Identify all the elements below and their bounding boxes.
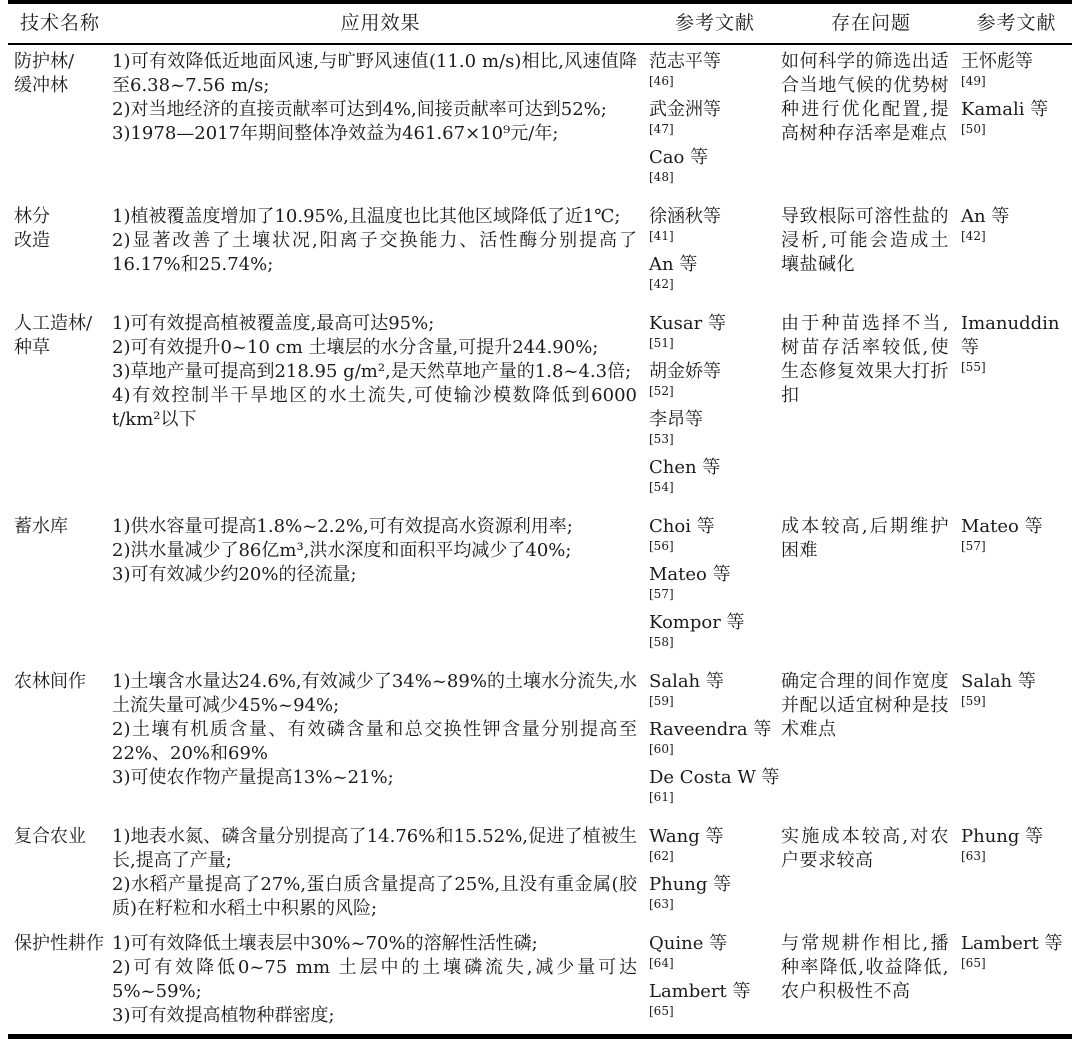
reference-entry [649,146,769,194]
reference-entry [649,456,769,504]
reference-entry [649,873,769,921]
effect-item: 4)有效控制半干旱地区的水土流失,可使输沙模数降低到6000 t/km²以下 [112,385,637,430]
citation-number: [42] [961,229,986,243]
tech-name-cell [8,205,112,301]
table-row [8,510,1072,665]
effects-cell [112,670,649,814]
effect-item: 1)土壤含水量达24.6%,有效减少了34%~89%的土壤水分流失,水土流失量可减少45%~94%; [112,671,637,716]
citation-number: [65] [649,1004,674,1018]
refs-cell [649,205,781,301]
reference-entry [961,825,1070,873]
problem-text: 导致根际可溶性盐的浸析,可能会造成土壤盐碱化 [781,206,949,275]
tech-name-line: 保护性耕作 [14,933,104,954]
reference-author: Cao 等 [649,147,709,168]
citation-number: [50] [961,122,986,136]
table-row [8,820,1072,927]
problem-text: 如何科学的筛选出适合当地气候的优势树种进行优化配置,提高树种存活率是难点 [781,51,949,144]
effect-item: 2)水稻产量提高了27%,蛋白质含量提高了25%,且没有重金属(胶质)在籽粒和水稻土中积累的风险; [112,874,637,919]
citation-number: [65] [961,956,986,970]
reference-author: 武金洲等 [649,99,721,120]
citation-number: [55] [961,360,986,374]
header-application-effects: 应用效果 [340,12,421,34]
tech-name-line: 改造 [14,230,50,251]
refs2-cell [961,670,1072,814]
reference-entry [961,205,1070,253]
reference-author: Choi 等 [649,516,715,537]
effects-cell [112,515,649,659]
reference-author: 李昂等 [649,409,703,430]
problem-text: 成本较高,后期维护困难 [781,516,949,561]
refs2-cell [961,515,1072,659]
tech-name-line: 缓冲林 [14,75,68,96]
effect-item: 1)可有效提高植被覆盖度,最高可达95%; [112,313,435,334]
reference-entry [649,718,772,766]
effect-item: 2)对当地经济的直接贡献率可达到4%,间接贡献率可达到52%; [112,99,607,120]
effect-item: 1)地表水氮、磷含量分别提高了14.76%和15.52%,促进了植被生长,提高了产量; [112,826,637,871]
citation-number: [62] [649,849,674,863]
reference-entry [649,515,769,563]
effect-item: 3)可有效减少约20%的径流量; [112,564,357,585]
reference-entry [649,50,769,98]
effect-item: 2)可有效提升0~10 cm 土壤层的水分含量,可提升244.90%; [112,337,599,358]
problems-cell [781,205,961,301]
problems-cell [781,312,961,504]
effect-item: 1)可有效降低土壤表层中30%~70%的溶解性活性磷; [112,933,538,954]
effect-item: 1)可有效降低近地面风速,与旷野风速值(11.0 m/s)相比,风速值降至6.38~7.56 m/s; [112,51,637,96]
reference-author: Salah 等 [649,671,724,692]
reference-entry [649,408,769,456]
effect-item: 2)显著改善了土壤状况,阳离子交换能力、活性酶分别提高了16.17%和25.74%; [112,230,637,275]
reference-entry [961,670,1070,718]
problem-text: 与常规耕作相比,播种率降低,收益降低,农户积极性不高 [781,933,949,1002]
reference-author: Wang 等 [649,826,724,847]
reference-entry [649,980,769,1028]
effects-cell [112,932,649,1028]
problems-cell [781,825,961,921]
effect-item: 1)供水容量可提高1.8%~2.2%,可有效提高水资源利用率; [112,516,573,537]
reference-entry [649,360,769,408]
effects-cell [112,825,649,921]
citation-number: [51] [649,336,674,350]
citation-number: [49] [961,74,986,88]
citation-number: [47] [649,122,674,136]
reference-author: Lambert 等 [649,981,751,1002]
header-references-1: 参考文献 [674,12,755,34]
tech-name-line: 蓄水库 [14,516,68,537]
tech-name-cell [8,932,112,1028]
citation-number: [57] [961,539,986,553]
reference-author: Quine 等 [649,933,728,954]
tech-name-line: 农林间作 [14,671,86,692]
header-references-2: 参考文献 [976,12,1057,34]
citation-number: [63] [961,849,986,863]
technology-table [8,0,1072,1039]
reference-author: 徐涵秋等 [649,206,721,227]
effects-cell [112,312,649,504]
reference-entry [961,932,1070,980]
refs-cell [649,932,781,1028]
refs-cell [649,50,781,194]
refs-cell [649,825,781,921]
refs2-cell [961,932,1072,1028]
table-row [8,307,1072,510]
citation-number: [64] [649,956,674,970]
reference-entry [649,932,769,980]
tech-name-line: 林分 [14,206,50,227]
tech-name-cell [8,825,112,921]
tech-name-cell [8,50,112,194]
refs-cell [649,515,781,659]
tech-name-cell [8,312,112,504]
reference-author: 胡金娇等 [649,361,721,382]
tech-name-line: 防护林/ [14,51,75,72]
citation-number: [60] [649,742,674,756]
reference-author: Chen 等 [649,457,721,478]
tech-name-cell [8,670,112,814]
reference-author: Kompor 等 [649,612,745,633]
refs-cell [649,312,781,504]
citation-number: [58] [649,635,674,649]
tech-name-line: 复合农业 [14,826,86,847]
reference-author: Lambert 等 [961,933,1063,954]
effect-item: 3)草地产量可提高到218.95 g/m²,是天然草地产量的1.8~4.3倍; [112,361,632,382]
reference-entry [649,825,769,873]
citation-number: [59] [649,694,674,708]
table-bottom-rule [8,1034,1072,1039]
effect-item: 1)植被覆盖度增加了10.95%,且温度也比其他区域降低了近1℃; [112,206,621,227]
problem-text: 实施成本较高,对农户要求较高 [781,826,949,871]
reference-author: Salah 等 [961,671,1036,692]
reference-entry [649,611,769,659]
reference-author: 王怀彪等 [961,51,1033,72]
reference-entry [961,515,1070,563]
reference-author: 范志平等 [649,51,721,72]
reference-author: Raveendra 等 [649,719,772,740]
problems-cell [781,932,961,1028]
citation-number: [53] [649,432,674,446]
citation-number: [59] [961,694,986,708]
refs2-cell [961,312,1072,504]
header-existing-problems: 存在问题 [830,12,911,34]
table-header-row [8,4,1072,45]
effect-item: 2)可有效降低0~75 mm 土层中的土壤磷流失,减少量可达5%~59%; [112,957,637,1002]
refs2-cell [961,825,1072,921]
reference-entry [649,766,780,814]
problems-cell [781,50,961,194]
reference-author: Kamali 等 [961,99,1049,120]
problems-cell [781,670,961,814]
refs2-cell [961,205,1072,301]
citation-number: [61] [649,790,674,804]
effect-item: 3)可使农作物产量提高13%~21%; [112,767,394,788]
citation-number: [42] [649,277,674,291]
reference-entry [649,205,769,253]
reference-entry [649,98,769,146]
citation-number: [46] [649,74,674,88]
table-row [8,45,1072,200]
reference-entry [649,670,769,718]
table-row [8,927,1072,1034]
reference-entry [649,563,769,611]
reference-author: Imanuddin 等 [961,313,1060,358]
reference-author: Kusar 等 [649,313,726,334]
tech-name-line: 种草 [14,337,50,358]
tech-name-cell [8,515,112,659]
reference-entry [961,50,1070,98]
effect-item: 3)1978—2017年期间整体净效益为461.67×10⁹元/年; [112,123,559,144]
reference-entry [961,312,1070,384]
effects-cell [112,50,649,194]
reference-author: De Costa W 等 [649,767,780,788]
reference-author: An 等 [961,206,1010,227]
effect-item: 2)土壤有机质含量、有效磷含量和总交换性钾含量分别提高至22%、20%和69% [112,719,637,764]
citation-number: [52] [649,384,674,398]
reference-author: Phung 等 [649,874,732,895]
citation-number: [54] [649,480,674,494]
effect-item: 2)洪水量减少了86亿m³,洪水深度和面积平均减少了40%; [112,540,572,561]
reference-author: Mateo 等 [961,516,1043,537]
citation-number: [63] [649,897,674,911]
reference-author: Mateo 等 [649,564,731,585]
refs2-cell [961,50,1072,194]
table-body [8,45,1072,1034]
table-row [8,665,1072,820]
reference-entry [961,98,1070,146]
reference-entry [649,253,769,301]
reference-entry [649,312,769,360]
header-tech-name: 技术名称 [19,12,100,34]
problems-cell [781,515,961,659]
effects-cell [112,205,649,301]
reference-author: An 等 [649,254,698,275]
effect-item: 3)可有效提高植物种群密度; [112,1005,335,1026]
citation-number: [57] [649,587,674,601]
reference-author: Phung 等 [961,826,1044,847]
refs-cell [649,670,781,814]
tech-name-line: 人工造林/ [14,313,93,334]
citation-number: [41] [649,229,674,243]
problem-text: 确定合理的间作宽度并配以适宜树种是技术难点 [781,671,949,740]
problem-text: 由于种苗选择不当,树苗存活率较低,使生态修复效果大打折扣 [781,313,949,406]
table-row [8,200,1072,307]
citation-number: [56] [649,539,674,553]
citation-number: [48] [649,170,674,184]
